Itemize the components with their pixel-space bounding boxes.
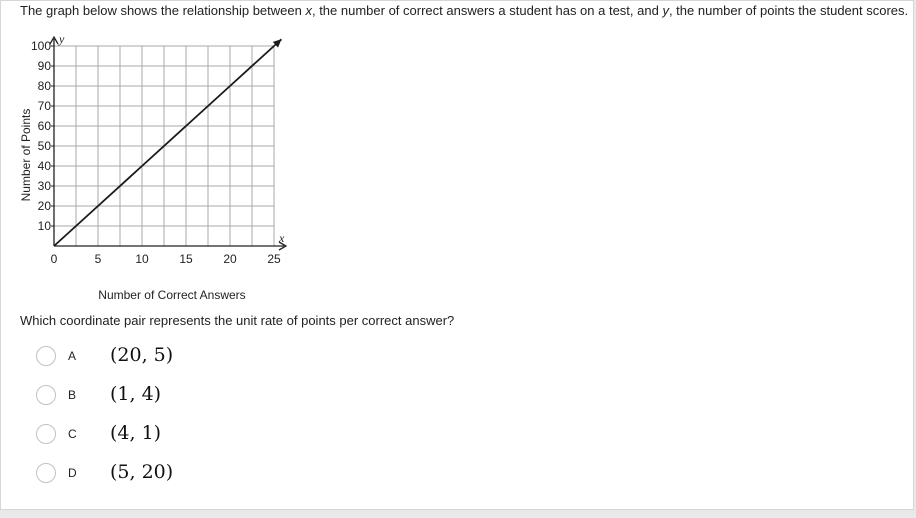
x-axis-variable: x <box>279 231 285 245</box>
y-tick-label: 100 <box>30 39 51 53</box>
choice-b[interactable] <box>35 384 335 410</box>
choice-a-value: (20, 5) <box>110 344 174 366</box>
y-tick-label: 80 <box>37 79 51 93</box>
choice-c-value: (4, 1) <box>110 422 162 444</box>
choice-a-letter: A <box>68 349 77 363</box>
x-tick-label: 0 <box>50 252 58 266</box>
y-axis-variable: y <box>59 32 65 46</box>
question-prompt <box>20 3 908 18</box>
choice-d[interactable] <box>35 462 335 488</box>
y-tick-label: 10 <box>37 219 51 233</box>
x-axis-title: Number of Correct Answers <box>98 288 246 302</box>
choice-b-value: (1, 4) <box>110 383 162 405</box>
y-tick-label: 30 <box>37 179 51 193</box>
y-tick-label: 50 <box>37 139 51 153</box>
x-tick-label: 10 <box>135 252 149 266</box>
y-tick-label: 20 <box>37 199 51 213</box>
x-tick-label: 20 <box>223 252 237 266</box>
y-tick-label: 40 <box>37 159 51 173</box>
radio-a[interactable] <box>36 346 56 366</box>
question-text: Which coordinate pair represents the unit rate of points per correct answer? <box>20 313 455 328</box>
x-tick-label: 5 <box>94 252 102 266</box>
radio-c[interactable] <box>36 424 56 444</box>
radio-d[interactable] <box>36 463 56 483</box>
prompt-text-2: , the number of correct answers a student has on a test, and <box>311 3 663 18</box>
prompt-var-y: y <box>662 3 669 18</box>
prompt-text-1: The graph below shows the relationship between <box>20 3 306 18</box>
choice-d-value: (5, 20) <box>110 461 174 483</box>
choice-b-letter: B <box>68 388 77 402</box>
y-tick-label: 60 <box>37 119 51 133</box>
choice-c-letter: C <box>68 427 77 441</box>
radio-b[interactable] <box>36 385 56 405</box>
prompt-var-x: x <box>305 3 312 18</box>
y-tick-label: 70 <box>37 99 51 113</box>
y-tick-label: 90 <box>37 59 51 73</box>
x-tick-label: 25 <box>267 252 281 266</box>
prompt-text-3: , the number of points the student scores. <box>668 3 909 18</box>
x-tick-label: 15 <box>179 252 193 266</box>
y-axis-title: Number of Points <box>19 108 33 202</box>
choice-d-letter: D <box>68 466 77 480</box>
choice-c[interactable] <box>35 423 335 449</box>
choice-a[interactable] <box>35 345 335 371</box>
line-graph <box>15 27 305 307</box>
